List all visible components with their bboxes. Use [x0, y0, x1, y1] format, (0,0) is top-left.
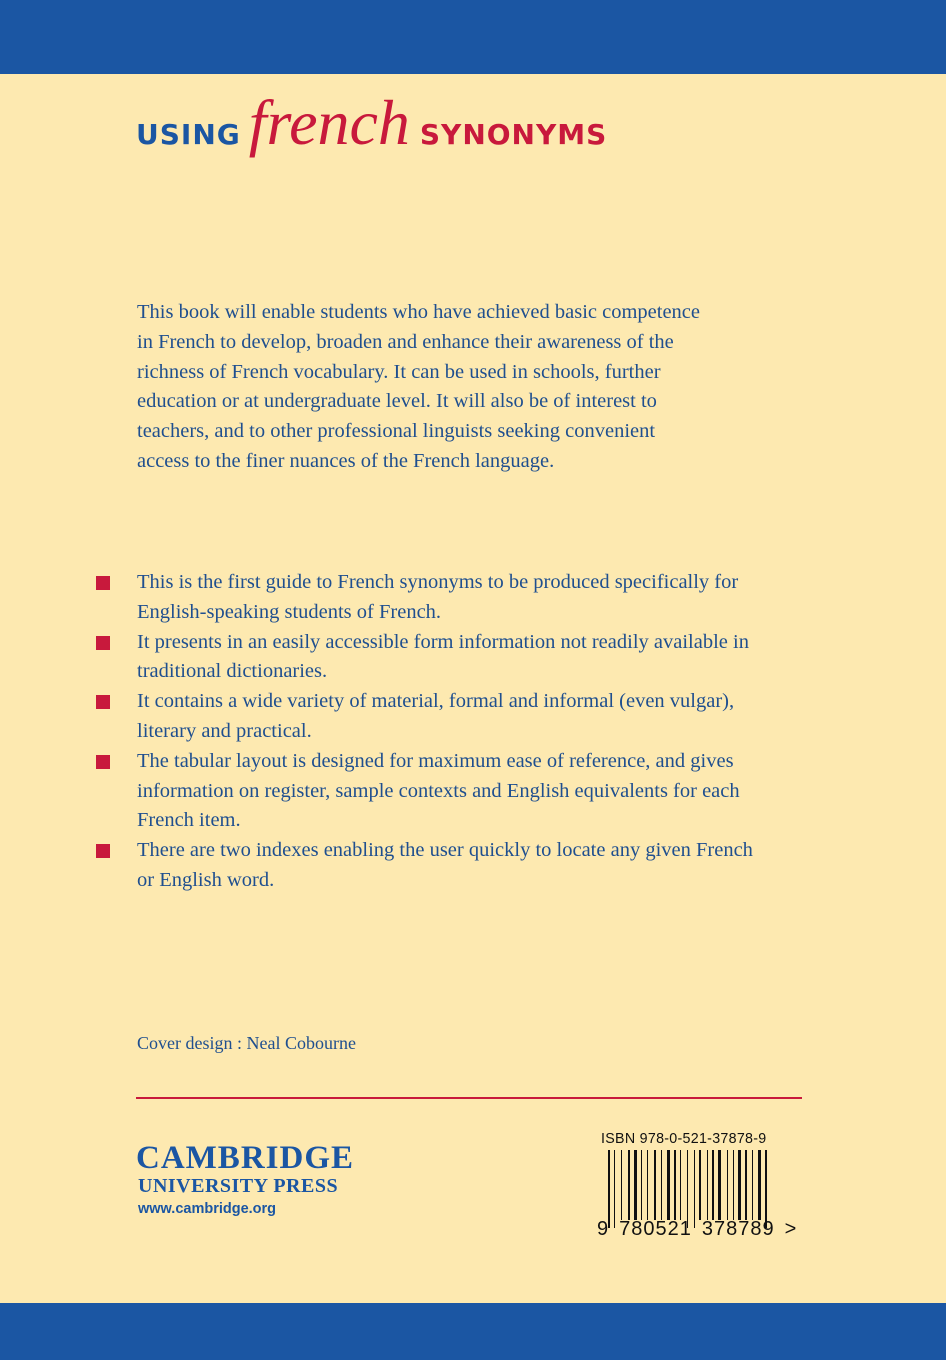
barcode-bar — [694, 1150, 695, 1228]
barcode-digits — [597, 1218, 807, 1241]
list-item — [96, 568, 816, 628]
publisher-url: www.cambridge.org — [138, 1201, 277, 1217]
list-item — [96, 836, 816, 896]
bullet-square-icon — [96, 695, 110, 709]
title-word-using: USING — [136, 118, 241, 151]
bullet-line: It contains a wide variety of material, formal and informal (even vulgar), — [137, 690, 735, 713]
book-title — [136, 86, 607, 166]
barcode-bar — [738, 1150, 741, 1220]
bottom-band — [0, 1303, 946, 1360]
barcode-bar — [699, 1150, 701, 1220]
bullet-square-icon — [96, 844, 110, 858]
publisher-subname: UNIVERSITY PRESS — [138, 1175, 339, 1197]
barcode — [608, 1150, 788, 1220]
bullet-line: or English word. — [137, 868, 275, 891]
barcode-bar — [634, 1150, 637, 1220]
intro-line: richness of French vocabulary. It can be used in schools, further — [137, 360, 661, 383]
barcode-bar — [674, 1150, 676, 1220]
barcode-bar — [712, 1150, 714, 1220]
barcode-bar — [707, 1150, 708, 1220]
divider — [136, 1097, 802, 1099]
bullet-square-icon — [96, 755, 110, 769]
isbn-text: ISBN 978-0-521-37878-9 — [601, 1130, 767, 1147]
title-word-french: french — [248, 87, 410, 158]
bullet-line: English-speaking students of French. — [137, 600, 442, 623]
intro-line: in French to develop, broaden and enhance their awareness of the — [137, 330, 674, 353]
list-item — [96, 687, 816, 747]
intro-line: teachers, and to other professional linguists seeking convenient — [137, 420, 656, 443]
bullet-line: It presents in an easily accessible form information not readily available in — [137, 630, 749, 653]
barcode-lead-digit: 9 — [597, 1218, 610, 1240]
top-band — [0, 0, 946, 74]
list-item — [96, 628, 816, 688]
feature-list — [96, 568, 816, 896]
title-word-synonyms: SYNONYMS — [419, 118, 608, 151]
intro-line: This book will enable students who have achieved basic competence — [137, 301, 700, 323]
barcode-bar — [752, 1150, 753, 1220]
bullet-line: information on register, sample contexts and English equivalents for each — [137, 779, 740, 802]
cover-credit: Cover design : Neal Cobourne — [137, 1033, 356, 1053]
bullet-line: traditional dictionaries. — [137, 660, 328, 683]
intro-paragraph — [137, 298, 777, 477]
intro-line: access to the finer nuances of the French language. — [137, 449, 555, 472]
barcode-bar — [641, 1150, 642, 1220]
bullet-line: This is the first guide to French synonyms to be produced specifically for — [137, 571, 739, 593]
bullet-line: There are two indexes enabling the user quickly to locate any given French — [137, 839, 753, 862]
barcode-bar — [687, 1150, 688, 1228]
intro-line: education or at undergraduate level. It will also be of interest to — [137, 390, 657, 413]
barcode-bar — [680, 1150, 681, 1220]
barcode-group-1: 780521 — [619, 1218, 692, 1240]
barcode-bar — [628, 1150, 630, 1220]
bullet-square-icon — [96, 576, 110, 590]
barcode-bar — [654, 1150, 656, 1220]
barcode-bar — [733, 1150, 734, 1220]
barcode-bar — [647, 1150, 648, 1220]
bullet-line: literary and practical. — [137, 719, 312, 742]
barcode-bar — [621, 1150, 622, 1220]
barcode-bar — [758, 1150, 761, 1220]
barcode-bar — [608, 1150, 610, 1228]
publisher-name: CAMBRIDGE — [136, 1140, 355, 1176]
barcode-bar — [727, 1150, 728, 1220]
barcode-bar — [745, 1150, 747, 1220]
bullet-line: French item. — [137, 809, 241, 832]
barcode-group-2: 378789 — [701, 1218, 775, 1240]
barcode-tail: > — [784, 1218, 798, 1240]
bullet-square-icon — [96, 636, 110, 650]
barcode-bar — [765, 1150, 767, 1228]
list-item — [96, 747, 816, 836]
barcode-bar — [667, 1150, 670, 1220]
barcode-bar — [661, 1150, 662, 1220]
barcode-bar — [718, 1150, 721, 1220]
bullet-line: The tabular layout is designed for maximum ease of reference, and gives — [137, 749, 734, 772]
barcode-bar — [614, 1150, 615, 1228]
